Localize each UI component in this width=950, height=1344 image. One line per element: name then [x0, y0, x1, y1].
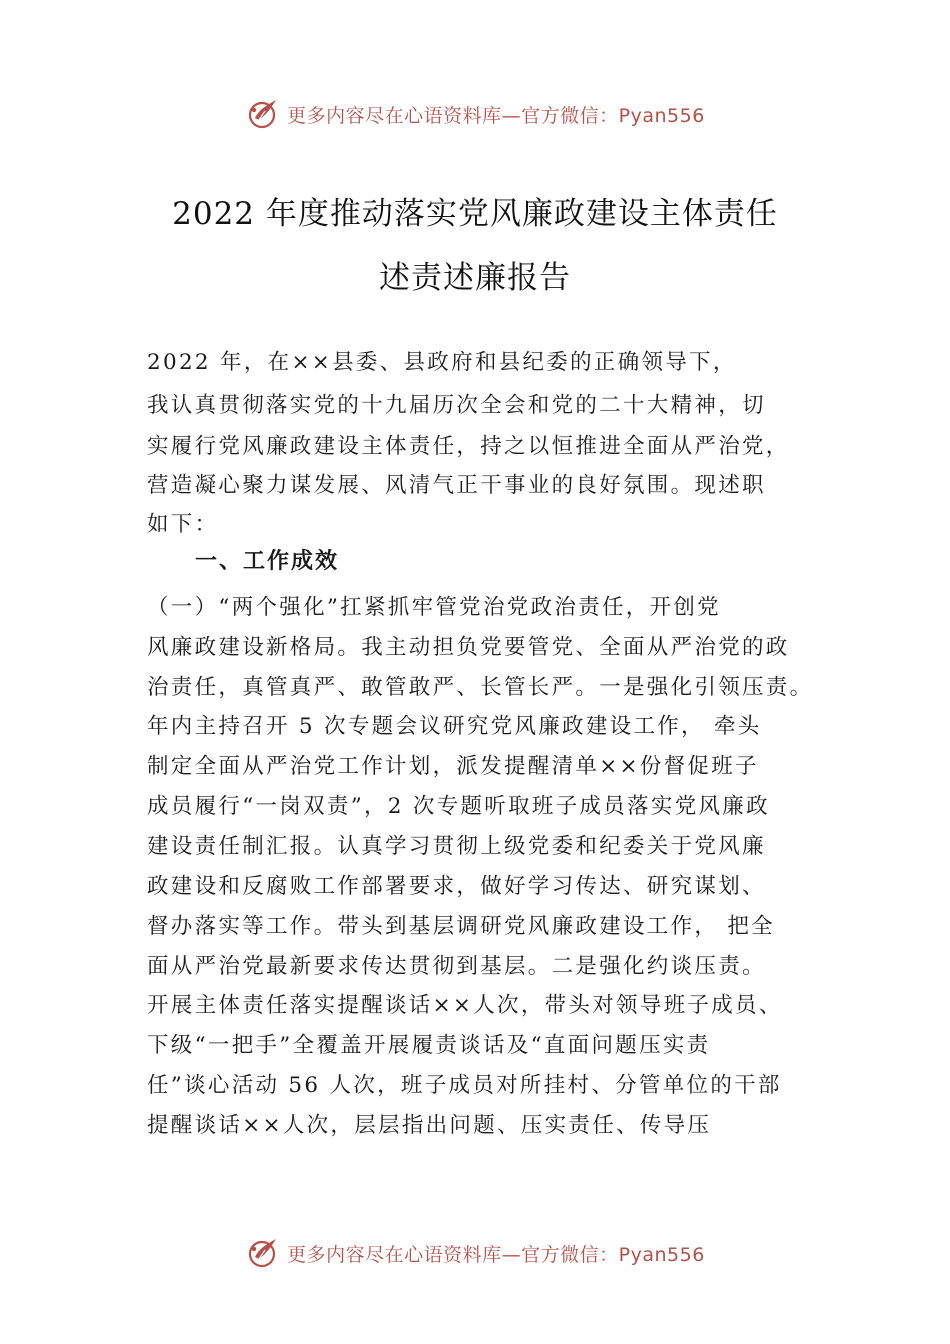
quill-seal-icon — [245, 96, 281, 132]
text-line: 制定全面从严治党工作计划，派发提醒清单××份督促班子 — [147, 754, 759, 779]
document-title-line-1: 2022 年度推动落实党风廉政建设主体责任 — [172, 196, 778, 232]
text-line: 面从严治党最新要求传达贯彻到基层。二是强化约谈压责。 — [147, 954, 766, 979]
watermark-text: 更多内容尽在心语资料库—官方微信：Pyan556 — [287, 104, 705, 127]
text-line: 营造凝心聚力谋发展、风清气正干事业的良好氛围。现述职 — [147, 473, 766, 498]
text-line: 我认真贯彻落实党的十九届历次全会和党的二十大精神，切 — [147, 393, 766, 418]
document-title-line-2: 述责述廉报告 — [379, 260, 571, 296]
text-line: 下级“一把手”全覆盖开展履责谈话及“直面问题压实责 — [147, 1033, 711, 1058]
text-line: 任”谈心活动 56 人次，班子成员对所挂村、分管单位的干部 — [147, 1073, 782, 1098]
text-line: 2022 年，在××县委、县政府和县纪委的正确领导下， — [147, 350, 737, 375]
text-line: 治责任，真管真严、敢管敢严、长管长严。一是强化引领压责。 — [147, 675, 814, 700]
header-watermark-banner — [0, 94, 950, 134]
text-line: 风廉政建设新格局。我主动担负党要管党、全面从严治党的政 — [147, 635, 790, 660]
text-line: 成员履行“一岗双责”，2 次专题听取班子成员落实党风廉政 — [147, 794, 770, 819]
text-line: 建设责任制汇报。认真学习贯彻上级党委和纪委关于党风廉 — [147, 834, 766, 859]
text-line: 实履行党风廉政建设主体责任，持之以恒推进全面从严治党， — [147, 434, 790, 459]
quill-seal-icon — [245, 1235, 281, 1271]
text-line: 如下： — [147, 512, 219, 537]
footer-watermark-banner — [0, 1233, 950, 1273]
text-line: 开展主体责任落实提醒谈话××人次，带头对领导班子成员、 — [147, 993, 783, 1018]
section-heading: 一、工作成效 — [195, 549, 340, 574]
text-line: 督办落实等工作。带头到基层调研党风廉政建设工作， 把全 — [147, 914, 775, 939]
text-line: 政建设和反腐败工作部署要求，做好学习传达、研究谋划、 — [147, 874, 766, 899]
text-line: （一）“两个强化”扛紧抓牢管党治党政治责任，开创党 — [147, 595, 721, 620]
watermark-text: 更多内容尽在心语资料库—官方微信：Pyan556 — [287, 1243, 705, 1266]
text-line: 年内主持召开 5 次专题会议研究党风廉政建设工作， 牵头 — [147, 714, 762, 739]
text-line: 提醒谈话××人次，层层指出问题、压实责任、传导压 — [147, 1113, 712, 1138]
